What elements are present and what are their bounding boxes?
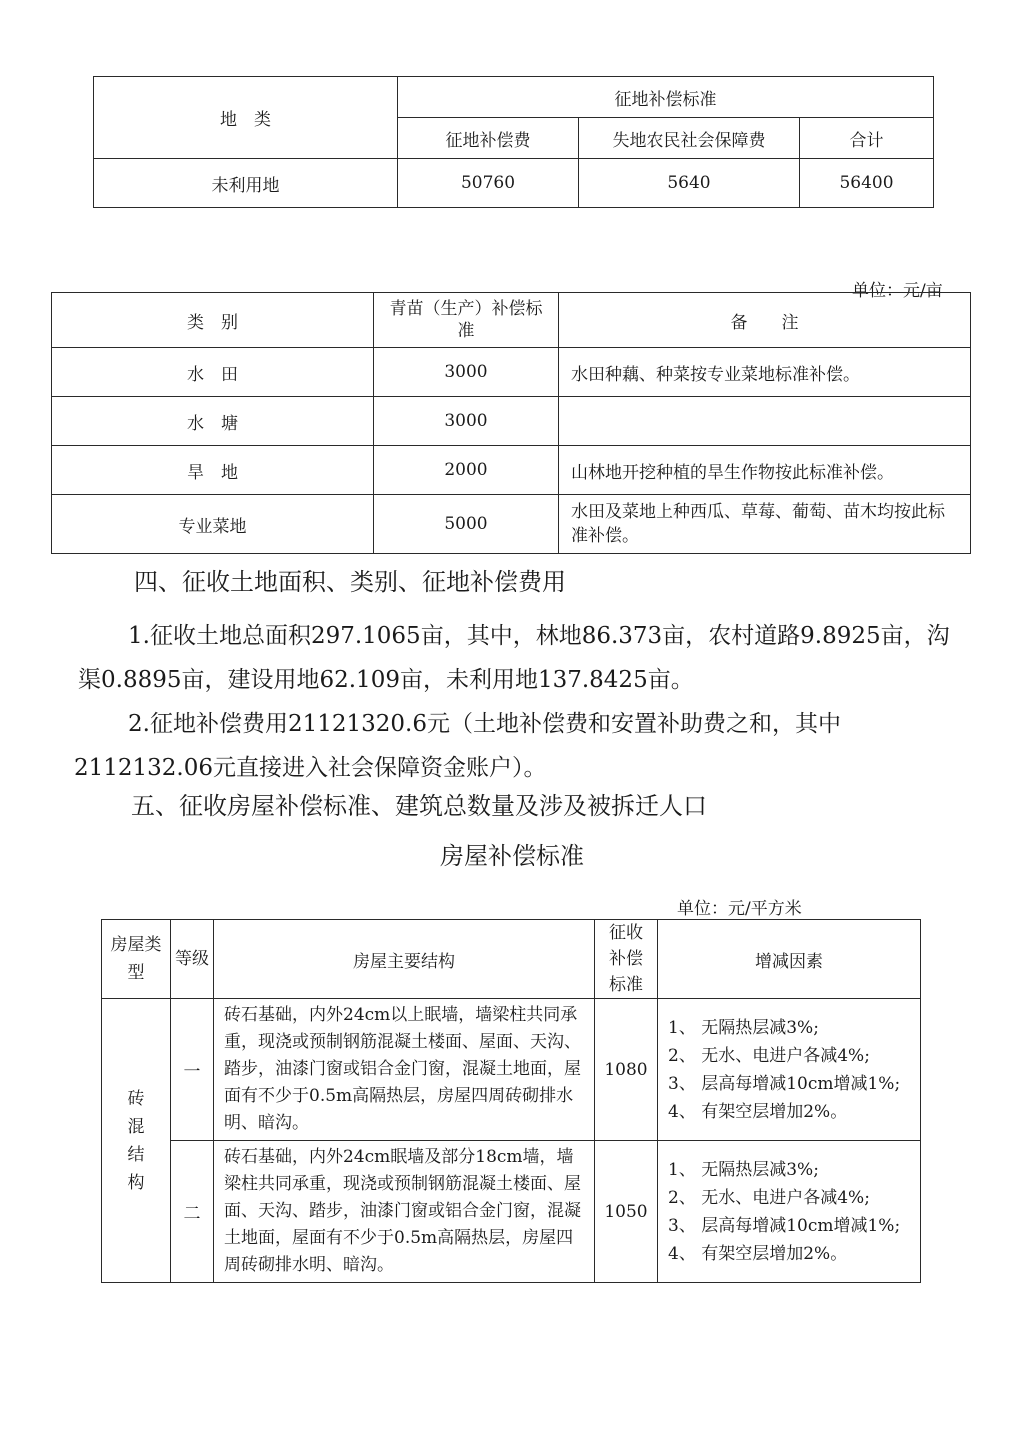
cell-category: 旱 地 [52, 446, 374, 495]
header-note: 备 注 [559, 293, 971, 348]
col-header-comp: 征地补偿费 [398, 118, 579, 159]
compensation-standard-header: 征地补偿标准 [398, 77, 934, 118]
col-header-total: 合计 [800, 118, 934, 159]
cell-factors [658, 999, 921, 1141]
unit-label: 单位：元/亩 [852, 281, 943, 301]
cell-land-type: 未利用地 [94, 159, 398, 208]
unit-label: 单位：元/平方米 [677, 899, 802, 919]
factor-item: 4、 有架空层增加2%。 [668, 1243, 848, 1264]
crop-compensation-table [51, 292, 971, 554]
table-title: 房屋补偿标准 [440, 842, 584, 870]
table-row [102, 1141, 921, 1283]
cell-standard: 1050 [595, 1141, 658, 1283]
factor-item: 2、 无水、电进户各减4%; [668, 1045, 870, 1066]
cell-note [559, 397, 971, 446]
col-header-social: 失地农民社会保障费 [579, 118, 800, 159]
land-type-header: 地 类 [94, 77, 398, 159]
factor-item: 4、 有架空层增加2%。 [668, 1101, 848, 1122]
header-standard: 征收补偿标准 [595, 920, 658, 999]
cell-standard: 3000 [374, 348, 559, 397]
header-structure: 房屋主要结构 [214, 920, 595, 999]
cell-social: 5640 [579, 159, 800, 208]
cell-standard: 2000 [374, 446, 559, 495]
cell-note: 水田及菜地上种西瓜、草莓、葡萄、苗木均按此标准补偿。 [559, 495, 971, 554]
cell-grade: 二 [171, 1141, 214, 1283]
paragraph-compensation-fee: 2.征地补偿费用21121320.6元（土地补偿费和安置补助费之和，其中2112132.06元直接进入社会保障资金账户）。 [74, 711, 841, 781]
table-row [52, 446, 971, 495]
factor-item: 3、 层高每增减10cm增减1%; [668, 1215, 901, 1236]
section-5-heading: 五、征收房屋补偿标准、建筑总数量及涉及被拆迁人口 [131, 792, 707, 820]
land-compensation-table [93, 76, 934, 208]
factor-item: 3、 层高每增减10cm增减1%; [668, 1073, 901, 1094]
header-category: 类 别 [52, 293, 374, 348]
cell-standard: 5000 [374, 495, 559, 554]
cell-structure: 砖石基础，内外24cm眠墙及部分18cm墙，墙梁柱共同承重，现浇或预制钢筋混凝土楼面、屋面、天沟、踏步，油漆门窗或铝合金门窗，混凝土地面，屋面有不少于0.5m高隔热层，房屋四周砖砌排水明、暗沟。 [214, 1141, 595, 1283]
house-compensation-table [101, 919, 921, 1283]
factor-item: 1、 无隔热层减3%; [668, 1159, 819, 1180]
cell-category: 水 田 [52, 348, 374, 397]
factor-item: 2、 无水、电进户各减4%; [668, 1187, 870, 1208]
cell-standard: 3000 [374, 397, 559, 446]
cell-structure: 砖石基础，内外24cm以上眠墙，墙梁柱共同承重，现浇或预制钢筋混凝土楼面、屋面、天沟、踏步，油漆门窗或铝合金门窗，混凝土地面，屋面有不少于0.5m高隔热层，房屋四周砖砌排水明、暗沟。 [214, 999, 595, 1141]
table-row [52, 348, 971, 397]
header-standard: 青苗（生产）补偿标准 [374, 293, 559, 348]
table-row [102, 999, 921, 1141]
header-factors: 增减因素 [658, 920, 921, 999]
table-row [94, 159, 934, 208]
cell-standard: 1080 [595, 999, 658, 1141]
cell-note: 山林地开挖种植的旱生作物按此标准补偿。 [559, 446, 971, 495]
cell-house-type: 砖混结构 [102, 999, 171, 1283]
header-house-type: 房屋类型 [102, 920, 171, 999]
table-row [52, 495, 971, 554]
paragraph-land-area: 1.征收土地总面积297.1065亩，其中，林地86.373亩，农村道路9.8925亩，沟渠0.8895亩，建设用地62.109亩，未利用地137.8425亩。 [78, 623, 950, 693]
table-row [52, 397, 971, 446]
section-4-heading: 四、征收土地面积、类别、征地补偿费用 [134, 568, 566, 596]
factor-item: 1、 无隔热层减3%; [668, 1017, 819, 1038]
cell-category: 水 塘 [52, 397, 374, 446]
cell-category: 专业菜地 [52, 495, 374, 554]
cell-note: 水田种藕、种菜按专业菜地标准补偿。 [559, 348, 971, 397]
cell-total: 56400 [800, 159, 934, 208]
cell-grade: 一 [171, 999, 214, 1141]
header-grade: 等级 [171, 920, 214, 999]
cell-comp: 50760 [398, 159, 579, 208]
cell-factors [658, 1141, 921, 1283]
